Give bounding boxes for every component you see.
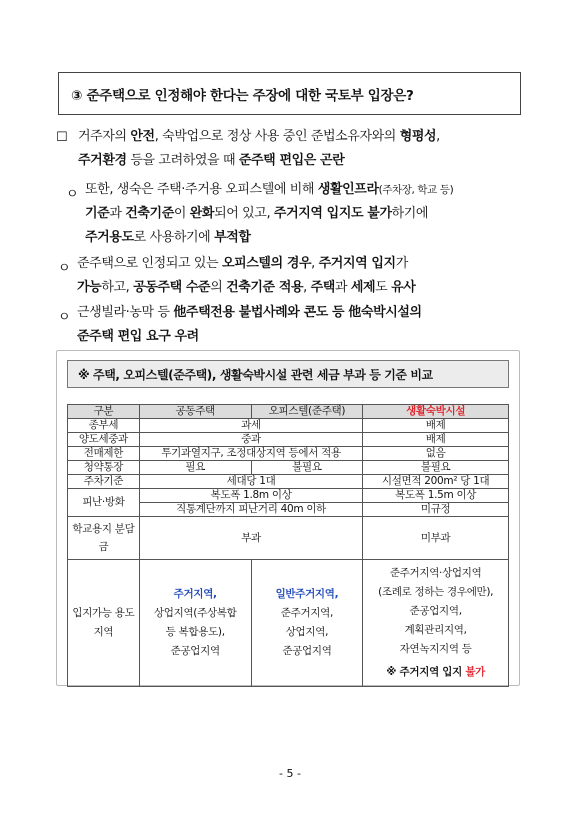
cell-line: 등 복합용도), (165, 626, 225, 638)
table-title-box (67, 360, 509, 388)
emphasis-text: 건축기준 (125, 206, 174, 221)
body-text: 되어 있고, (214, 206, 274, 221)
checkbox-marker: ☐ (56, 130, 68, 145)
row-label: 양도세중과 (68, 433, 140, 447)
para2-line1 (85, 178, 453, 202)
table-cell: 시설면적 200m² 당 1대 (363, 475, 509, 489)
body-text: 거주자의 (78, 129, 131, 144)
header-cell: 구분 (68, 405, 140, 419)
table-row (68, 489, 509, 503)
table-cell: 중과 (139, 433, 362, 447)
table-cell: 직통계단까지 피난거리 40m 이하 (139, 503, 362, 517)
table-cell: 복도폭 1.8m 이상 (139, 489, 362, 503)
table-title: ※ 주택, 오피스텔(준주택), 생활숙박시설 관련 세금 부과 등 기준 비교 (78, 367, 433, 382)
para2-line3 (85, 226, 251, 250)
body-text: 도 (375, 280, 392, 295)
bullet-marker: ㅇ (66, 187, 79, 202)
page-number: - 5 - (279, 767, 301, 780)
body-text: 하기에 (391, 206, 429, 221)
emphasis-text: 주거지역 입지도 불가 (273, 206, 392, 221)
table-row (68, 419, 509, 433)
table-row (68, 560, 509, 687)
table-cell: 투기과열지구, 조정대상지역 등에서 적용 (139, 447, 362, 461)
table-row (68, 447, 509, 461)
cell-line: 상업지역, (285, 626, 329, 638)
table-cell: 세대당 1대 (139, 475, 362, 489)
question-box (58, 72, 521, 115)
row-label: 종부세 (68, 419, 140, 433)
emphasis-text: 오피스텔의 경우 (221, 256, 312, 271)
bullet-marker: ㅇ (58, 261, 71, 276)
body-text: , (436, 129, 440, 144)
body-text: 등을 고려하였을 때 (126, 153, 239, 168)
emphasis-text: 부적합 (214, 230, 251, 245)
emphasis-text: 준주택 편입은 곤란 (238, 153, 345, 168)
body-text: 과 (109, 206, 126, 221)
body-text: 의 (210, 280, 227, 295)
table-row (68, 461, 509, 475)
table-cell: 복도폭 1.5m 이상 (363, 489, 509, 503)
cell-line: (조례로 정하는 경우에만), (378, 586, 494, 598)
note-highlight: 불가 (465, 666, 486, 678)
row-label: 학교용지 분담금 (68, 517, 140, 560)
table-row (68, 433, 509, 447)
cell-line: 준공업지역 (170, 645, 220, 657)
emphasis-text: 기준 (85, 206, 110, 221)
para2-line2 (85, 202, 428, 226)
emphasis-text: 완화 (189, 206, 215, 221)
table-cell (139, 560, 251, 687)
table-cell: 미부과 (363, 517, 509, 560)
para4-line1 (77, 301, 422, 325)
emphasis-text: 공동주택 수준 (133, 280, 211, 295)
cell-line: 자연녹지지역 등 (399, 643, 472, 655)
emphasis-text: 형평성 (399, 129, 437, 144)
table-cell (363, 560, 509, 687)
cell-line: 준공업지역, (409, 605, 462, 617)
body-text: 또한, 생숙은 주택·주거용 오피스텔에 비해 (85, 182, 318, 197)
comparison-section (56, 350, 520, 686)
body-text: (주차장, 학교 등) (378, 184, 454, 196)
emphasis-text: 생활인프라 (317, 182, 379, 197)
row-label: 전매제한 (68, 447, 140, 461)
cell-highlight: 일반주거지역, (275, 588, 339, 600)
table-row (68, 517, 509, 560)
note-text: ※ 주거지역 입지 (386, 666, 466, 678)
row-label: 입지가능 용도지역 (68, 560, 140, 687)
header-cell-highlight: 생활숙박시설 (363, 405, 509, 419)
body-text: 준주택으로 인정되고 있는 (77, 256, 222, 271)
table-header-row (68, 405, 509, 419)
table-cell: 불필요 (251, 461, 363, 475)
table-cell: 배제 (363, 433, 509, 447)
comparison-table (67, 404, 509, 687)
header-cell: 공동주택 (139, 405, 251, 419)
table-cell: 미규정 (363, 503, 509, 517)
emphasis-text: 주거용도 (85, 230, 134, 245)
para3-line2 (77, 276, 415, 300)
para1-line2 (78, 149, 344, 173)
cell-line: 준주거지역·상업지역 (389, 567, 482, 579)
para3-line1 (77, 252, 408, 276)
body-text: 이 (173, 206, 190, 221)
body-text: 가 (395, 256, 408, 271)
table-row (68, 475, 509, 489)
table-cell: 필요 (139, 461, 251, 475)
body-text: 하고, (101, 280, 134, 295)
emphasis-text: 세제 (350, 280, 376, 295)
row-label: 피난·방화 (68, 489, 140, 517)
table-cell: 불필요 (363, 461, 509, 475)
body-text: , (303, 280, 311, 295)
emphasis-text: 가능 (77, 280, 102, 295)
para1-line1 (78, 125, 440, 149)
emphasis-text: 주택 (310, 280, 335, 295)
table-cell (251, 560, 363, 687)
cell-note (365, 663, 506, 682)
cell-line: 계획관리지역, (404, 624, 467, 636)
table-cell: 과세 (139, 419, 362, 433)
header-cell: 오피스텔(준주택) (251, 405, 363, 419)
table-cell: 부과 (139, 517, 362, 560)
bullet-marker: ㅇ (58, 310, 71, 325)
emphasis-text: 준주택 편입 요구 우려 (77, 329, 199, 344)
body-text: , (311, 256, 319, 271)
row-label: 주차기준 (68, 475, 140, 489)
cell-line: 상업지역(주상복합 (153, 607, 237, 619)
body-text: 근생빌라·농막 등 (77, 305, 174, 320)
body-text: 과 (334, 280, 351, 295)
emphasis-text: 주거환경 (78, 153, 127, 168)
table-cell: 배제 (363, 419, 509, 433)
emphasis-text: 안전 (130, 129, 155, 144)
row-label: 청약통장 (68, 461, 140, 475)
cell-highlight: 주거지역, (173, 588, 217, 600)
cell-line: 준주거지역, (280, 607, 334, 619)
emphasis-text: 他주택전용 불법사례와 콘도 등 他숙박시설의 (173, 305, 422, 320)
emphasis-text: 건축기준 적용 (226, 280, 304, 295)
cell-line: 준공업지역 (282, 645, 332, 657)
table-cell: 없음 (363, 447, 509, 461)
emphasis-text: 주거지역 입지 (318, 256, 396, 271)
para4-line2 (77, 325, 199, 349)
question-heading: ③ 준주택으로 인정해야 한다는 주장에 대한 국토부 입장은? (71, 87, 414, 104)
body-text: 로 사용하기에 (133, 230, 215, 245)
body-text: , 숙박업으로 정상 사용 중인 준법소유자와의 (154, 129, 400, 144)
emphasis-text: 유사 (391, 280, 416, 295)
